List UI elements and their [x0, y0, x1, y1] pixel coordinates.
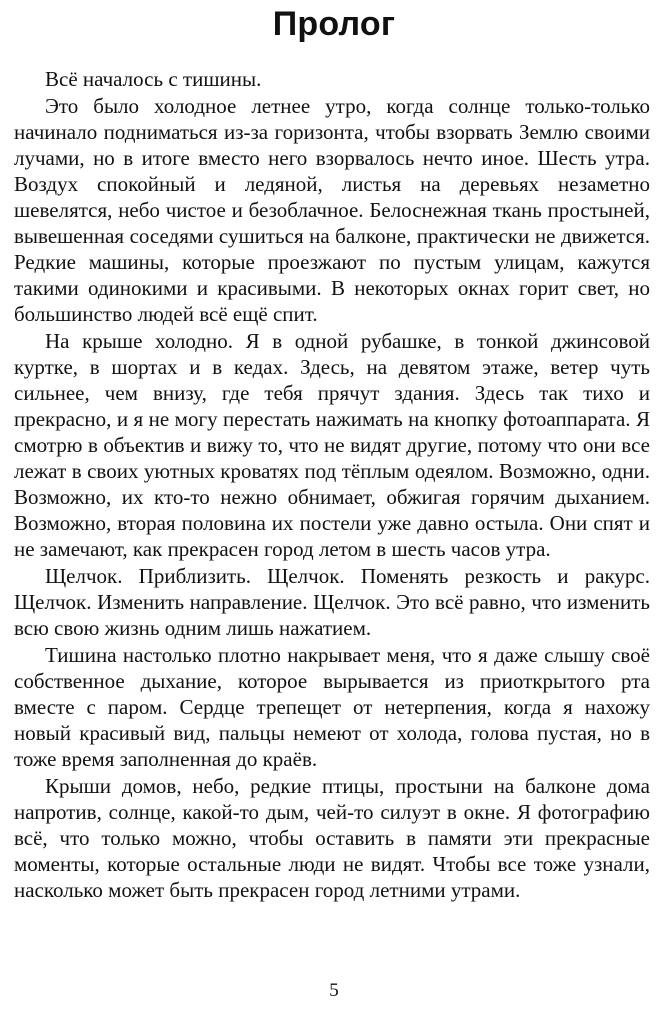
paragraph: Тишина настолько плотно накрывает меня, что я даже слышу своё собственное дыхание, которое вырывается из приоткрытого рта вместе с паром. Сердце трепещет от нетерпения, когда я нахожу новый красивый вид, пальцы немеют от холода, голова пустая, но в тоже время заполненная до краёв.	[14, 643, 650, 771]
paragraph: Это было холодное летнее утро, когда солнце только-только начинало подниматься из-за горизонта, чтобы взорвать Землю своими лучами, но в итоге вместо него взорвалось нечто иное. Шесть утра. Воздух спокойный и ледяной, листья на деревьях незаметно шевелятся, небо чистое и безоблачное. Белоснежная ткань простыней, вывешенная соседями сушиться на балконе, практически не движется. Редкие машины, которые проезжают по пустым улицам, кажутся такими одинокими и красивыми. В некоторых окнах горит свет, но большинство людей всё ещё спит.	[14, 94, 650, 326]
paragraph: Крыши домов, небо, редкие птицы, простыни на балконе дома напротив, солнце, какой-то дым, чей-то силуэт в окне. Я фотографию всё, что только можно, чтобы оставить в памяти эти прекрасные моменты, которые остальные люди не видят. Чтобы все тоже узнали, насколько может быть прекрасен город летними утрами.	[14, 774, 650, 902]
page-number: 5	[329, 980, 339, 1001]
chapter-body	[14, 66, 650, 904]
paragraph: Щелчок. Приблизить. Щелчок. Поменять резкость и ракурс. Щелчок. Изменить направление. Щелчок. Это всё равно, что изменить всю свою жизнь одним лишь нажатием.	[14, 564, 650, 640]
chapter-title: Пролог	[272, 5, 396, 43]
paragraph: Всё началось с тишины.	[45, 67, 262, 91]
paragraph: На крыше холодно. Я в одной рубашке, в тонкой джинсовой куртке, в шортах и в кедах. Здесь, на девятом этаже, ветер чуть сильнее, чем внизу, где тебя прячут здания. Здесь так тихо и прекрасно, и я не могу перестать нажимать на кнопку фотоаппарата. Я смотрю в объектив и вижу то, что не видят другие, потому что они все лежат в своих уютных кроватях под тёплым одеялом. Возможно, одни. Возможно, их кто-то нежно обнимает, обжигая горячим дыханием. Возможно, вторая половина их постели уже давно остыла. Они спят и не замечают, как прекрасен город летом в шесть часов утра.	[14, 329, 650, 561]
